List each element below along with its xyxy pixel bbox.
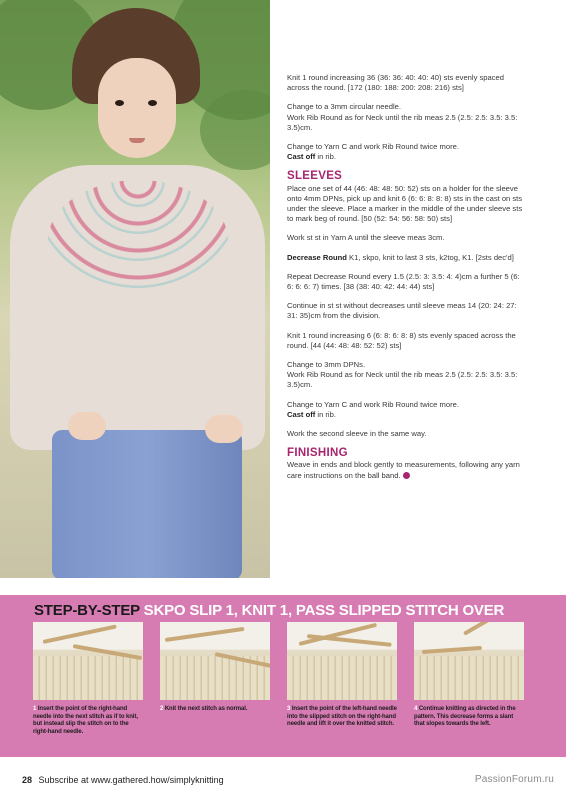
- step-1: [33, 622, 143, 736]
- step-photo: [287, 622, 397, 700]
- step-caption: 3 Insert the point of the left-hand needle into the slipped stitch on the right-hand needle and lift it over the knitted stitch.: [287, 706, 397, 728]
- step-caption: 2 Knit the next stitch as normal.: [160, 706, 248, 712]
- paragraph: Knit 1 round increasing 6 (6: 8: 6: 8: 8) sts evenly spaced across the round. [44 (44: 48: 48: 52: 52) sts]: [287, 330, 516, 350]
- step-caption: 1 Insert the point of the right-hand needle into the next stitch as if to knit, but instead slip the stitch on to the right-hand needle.: [33, 706, 138, 735]
- watermark-credit: PassionForum.ru: [474, 774, 554, 785]
- paragraph: Change to 3mm DPNs. Work Rib Round as for Neck until the rib meas 2.5 (2.5: 2.5: 3.5: 3.5: 3.5)cm.: [287, 360, 518, 390]
- step-photo: [160, 622, 270, 700]
- paragraph: Continue in st st without decreases until sleeve meas 14 (20: 24: 27: 31: 35)cm from the division.: [287, 301, 517, 321]
- end-mark-icon: [403, 472, 410, 479]
- step-photo: [33, 622, 143, 700]
- paragraph: Place one set of 44 (46: 48: 48: 50: 52) sts on a holder for the sleeve onto 4mm DPNs, pick up and knit 6 (6: 6: 8: 8: 8) sts in the cast on sts under the sleeve. Place a marker in the middle of the under sleeve sts to mark beg of round. [50 (52: 54: 56: 58: 50) sts]: [287, 183, 523, 224]
- paragraph: Change to Yarn C and work Rib Round twice more. Cast off in rib.: [287, 142, 459, 162]
- paragraph: Work the second sleeve in the same way.: [287, 429, 427, 439]
- step-2: [160, 622, 270, 714]
- subscribe-link[interactable]: Subscribe at www.gathered.how/simplyknitting: [38, 775, 224, 785]
- hero-photo: [0, 0, 270, 578]
- step-caption: 4 Continue knitting as directed in the pattern. This decrease forms a slant that slopes towards the left.: [414, 706, 516, 728]
- section-heading-sleeves: SLEEVES: [287, 170, 343, 183]
- paragraph: Change to Yarn C and work Rib Round twice more. Cast off in rib.: [287, 399, 459, 419]
- paragraph: Work st st in Yarn A until the sleeve meas 3cm.: [287, 233, 445, 243]
- step-by-step-title: STEP-BY-STEP SKPO SLIP 1, KNIT 1, PASS SLIPPED STITCH OVER: [34, 602, 505, 619]
- paragraph: Knit 1 round increasing 36 (36: 36: 40: 40: 40) sts evenly spaced across the round. [172 (180: 188: 200: 208: 216) sts]: [287, 73, 504, 93]
- paragraph: Weave in ends and block gently to measurements, following any yarn care instructions on the ball band.: [287, 460, 520, 480]
- page-number: 28: [22, 775, 33, 785]
- paragraph: Decrease Round K1, skpo, knit to last 3 sts, k2tog, K1. [2sts dec'd]: [287, 252, 514, 262]
- page-footer: [22, 775, 224, 785]
- step-3: [287, 622, 397, 729]
- section-heading-finishing: FINISHING: [287, 447, 348, 460]
- paragraph: Change to a 3mm circular needle. Work Rib Round as for Neck until the rib meas 2.5 (2.5: 2.5: 3.5: 3.5: 3.5)cm.: [287, 102, 518, 132]
- step-4: [414, 622, 524, 729]
- pattern-text-column: [287, 73, 527, 490]
- step-photo: [414, 622, 524, 700]
- paragraph: Repeat Decrease Round every 1.5 (2.5: 3: 3.5: 4: 4)cm a further 5 (6: 6: 6: 6: 7) times. [38 (38: 40: 42: 44: 44) sts]: [287, 271, 520, 292]
